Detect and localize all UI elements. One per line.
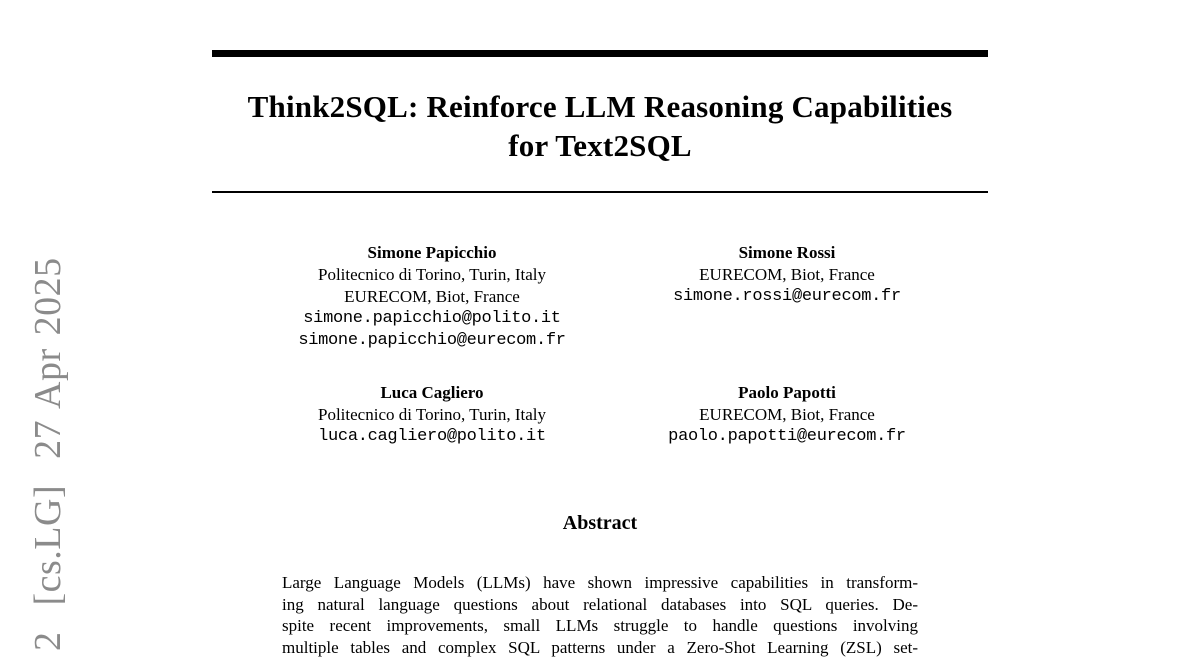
paper-page	[212, 0, 988, 658]
author-affiliation: EURECOM, Biot, France	[238, 286, 626, 308]
author-name: Simone Rossi	[593, 242, 981, 264]
paper-title-line1: Think2SQL: Reinforce LLM Reasoning Capabilities	[212, 87, 988, 126]
author-email: simone.papicchio@eurecom.fr	[238, 330, 626, 352]
abstract-line: Large Language Models (LLMs) have shown impressive capabilities in transform-	[282, 572, 918, 594]
arxiv-watermark: 2 [cs.LG] 27 Apr 2025	[24, 257, 72, 651]
author-row-1	[212, 242, 988, 352]
abstract-text	[212, 572, 988, 658]
abstract-line: spite recent improvements, small LLMs struggle to handle questions involving	[282, 615, 918, 637]
abstract-line: multiple tables and complex SQL patterns under a Zero-Shot Learning (ZSL) set-	[282, 637, 918, 658]
author-block-simone-papicchio	[238, 242, 626, 352]
paper-title	[212, 87, 988, 165]
author-affiliation: EURECOM, Biot, France	[593, 404, 981, 426]
author-block-simone-rossi	[593, 242, 981, 352]
abstract-line: ing natural language questions about relational databases into SQL queries. De-	[282, 594, 918, 616]
author-name: Simone Papicchio	[238, 242, 626, 264]
author-affiliation: EURECOM, Biot, France	[593, 264, 981, 286]
author-name: Paolo Papotti	[593, 382, 981, 404]
author-email: paolo.papotti@eurecom.fr	[593, 426, 981, 448]
title-rule-top	[212, 50, 988, 57]
author-row-2	[212, 382, 988, 448]
author-name: Luca Cagliero	[238, 382, 626, 404]
abstract-heading: Abstract	[212, 510, 988, 536]
author-email: simone.rossi@eurecom.fr	[593, 286, 981, 308]
author-email: luca.cagliero@polito.it	[238, 426, 626, 448]
title-rule-bottom	[212, 191, 988, 193]
author-block-luca-cagliero	[238, 382, 626, 448]
author-email: simone.papicchio@polito.it	[238, 308, 626, 330]
author-affiliation: Politecnico di Torino, Turin, Italy	[238, 264, 626, 286]
author-affiliation: Politecnico di Torino, Turin, Italy	[238, 404, 626, 426]
author-block-paolo-papotti	[593, 382, 981, 448]
paper-title-line2: for Text2SQL	[212, 126, 988, 165]
